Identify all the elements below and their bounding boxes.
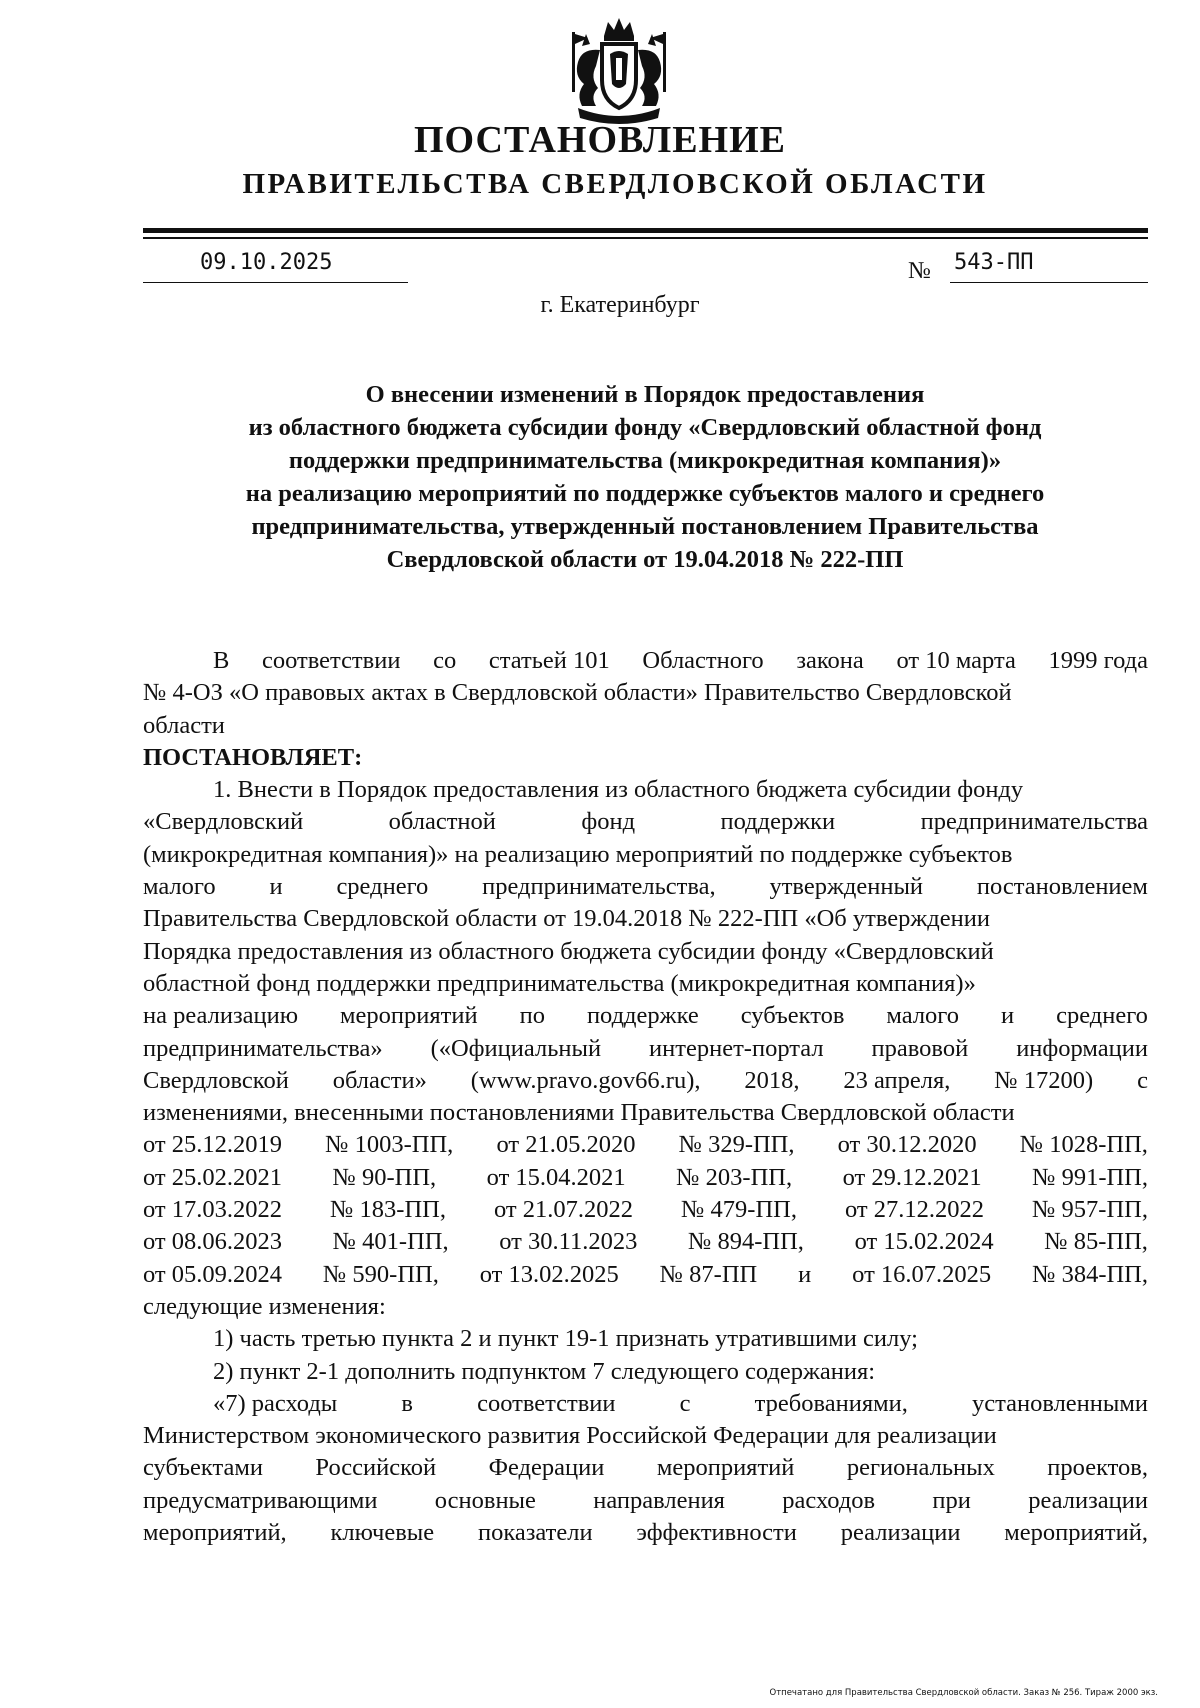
body-word-group: при: [932, 1486, 971, 1514]
body-word-group: фонд: [581, 808, 636, 836]
coat-of-arms-icon: [560, 14, 678, 126]
body-word-group: от 17.03.2022: [143, 1196, 283, 1224]
body-line: [143, 1065, 1148, 1097]
body-word-group: среднего: [1056, 1002, 1148, 1030]
body-word-group: от 05.09.2024: [143, 1260, 283, 1288]
body-word-group: 1999 года: [1048, 647, 1148, 674]
body-word-group: на реализацию: [143, 1002, 299, 1030]
body-word-group: направления: [593, 1486, 725, 1514]
header-rule-thick: [143, 228, 1148, 233]
body-word-group: 1) часть третью пункта 2 и пункт 19-1 признать утратившими силу;: [213, 1325, 918, 1353]
body-word-group: информации: [1016, 1034, 1148, 1062]
body-word-group: 2) пункт 2-1 дополнить подпунктом 7 следующего содержания:: [213, 1357, 876, 1385]
body-line: [143, 1388, 1148, 1420]
body-word-group: со: [433, 647, 457, 674]
body-word-group: и: [798, 1260, 812, 1288]
resolution-heading: [140, 378, 1150, 576]
heading-line: на реализацию мероприятий по поддержке субъектов малого и среднего: [245, 480, 1045, 507]
body-word-group: с: [1137, 1066, 1148, 1094]
body-word-group: № 329-ПП,: [678, 1131, 795, 1159]
body-line: [143, 1226, 1148, 1258]
body-word-group: мероприятий: [340, 1002, 478, 1030]
document-type-title: ПОСТАНОВЛЕНИЕ: [413, 119, 787, 161]
body-word-group: № 85-ПП,: [1044, 1228, 1148, 1256]
header-rule-thin: [143, 237, 1148, 239]
body-word-group: № 894-ПП,: [688, 1228, 804, 1256]
body-line: [143, 968, 1148, 1000]
body-word-group: Российской: [315, 1454, 437, 1482]
body-word-group: от 21.05.2020: [496, 1131, 636, 1159]
body-word-group: № 1028-ПП,: [1019, 1131, 1148, 1159]
body-line: [143, 1129, 1148, 1161]
document-number: 543-ПП: [954, 250, 1034, 275]
body-word-group: в: [401, 1389, 413, 1417]
body-word-group: № 590-ПП,: [322, 1260, 439, 1288]
body-word-group: субъектов: [740, 1002, 845, 1030]
body-word-group: мероприятий,: [1004, 1519, 1148, 1547]
body-word-group: от 27.12.2022: [845, 1196, 985, 1224]
body-line: [143, 903, 1148, 935]
body-word-group: показатели: [477, 1519, 593, 1547]
body-line: [143, 1097, 1148, 1129]
body-word-group: от 29.12.2021: [842, 1163, 982, 1191]
body-line: [143, 1194, 1148, 1226]
body-word-group: области: [143, 711, 225, 739]
body-word-group: № 479-ПП,: [681, 1196, 797, 1224]
body-word-group: интернет-портал: [649, 1034, 824, 1062]
body-word-group: следующие изменения:: [143, 1292, 386, 1320]
body-word-group: № 203-ПП,: [676, 1163, 793, 1191]
body-word-group: с: [679, 1389, 691, 1417]
body-word-group: № 1003-ПП,: [325, 1131, 454, 1159]
body-word-group: области»: [332, 1066, 427, 1094]
heading-line: О внесении изменений в Порядок предоставления: [365, 381, 925, 408]
document-date: 09.10.2025: [200, 250, 333, 275]
body-word-group: предусматривающими: [143, 1486, 378, 1514]
body-word-group: постановлением: [976, 873, 1148, 901]
body-word-group: Федерации: [488, 1454, 605, 1482]
body-word-group: Свердловской: [143, 1066, 289, 1094]
heading-line: предпринимательства, утвержденный постановлением Правительства: [251, 513, 1039, 540]
body-word-group: № 183-ПП,: [330, 1196, 446, 1224]
body-word-group: Областного: [642, 647, 764, 674]
body-word-group: мероприятий,: [143, 1519, 287, 1547]
body-line: [143, 710, 1148, 742]
body-word-group: и: [269, 873, 283, 901]
body-word-group: № 17200): [994, 1066, 1094, 1094]
body-word-group: соответствии: [262, 647, 401, 674]
body-word-group: малого: [886, 1002, 959, 1030]
body-word-group: основные: [434, 1486, 536, 1514]
body-line: [143, 839, 1148, 871]
body-line: [143, 1356, 1148, 1388]
body-line: [143, 1259, 1148, 1291]
body-line: [143, 1517, 1148, 1549]
body-word-group: от 25.02.2021: [143, 1163, 283, 1191]
body-word-group: № 4-ОЗ «О правовых актах в Свердловской области» Правительство Свердловской: [143, 679, 1012, 707]
body-word-group: расходов: [782, 1486, 876, 1514]
body-line: [143, 1323, 1148, 1355]
issuer-title: ПРАВИТЕЛЬСТВА СВЕРДЛОВСКОЙ ОБЛАСТИ: [242, 168, 988, 200]
body-word-group: № 90-ПП,: [332, 1163, 437, 1191]
body-word-group: статьей 101: [488, 647, 610, 674]
body-word-group: от 13.02.2025: [479, 1260, 619, 1288]
body-word-group: областной: [388, 808, 496, 836]
date-underline: [143, 282, 408, 283]
body-word-group: № 87-ПП: [659, 1260, 758, 1288]
body-word-group: Министерством экономического развития Российской Федерации для реализации: [143, 1422, 997, 1450]
body-word-group: по: [519, 1002, 545, 1030]
body-line: [143, 677, 1148, 709]
body-line: [143, 1162, 1148, 1194]
body-word-group: проектов,: [1047, 1454, 1148, 1482]
body-word-group: (www.pravo.gov66.ru),: [470, 1066, 701, 1094]
number-label: №: [908, 258, 931, 284]
resolution-body: [143, 645, 1148, 1549]
body-word-group: 1. Внести в Порядок предоставления из областного бюджета субсидии фонду: [213, 776, 1024, 804]
body-word-group: субъектами: [143, 1454, 263, 1482]
body-word-group: утвержденный: [769, 873, 924, 901]
body-line: [143, 1452, 1148, 1484]
body-line: [143, 871, 1148, 903]
body-word-group: «7) расходы: [213, 1389, 338, 1417]
body-word-group: от 10 марта: [896, 647, 1016, 674]
heading-line: Свердловской области от 19.04.2018 № 222-ПП: [386, 546, 904, 573]
body-word-group: соответствии: [477, 1389, 616, 1417]
body-word-group: предпринимательства: [920, 808, 1148, 836]
body-word-group: Правительства Свердловской области от 19.04.2018 № 222-ПП «Об утверждении: [143, 905, 990, 933]
body-word-group: областной фонд поддержки предпринимательства (микрокредитная компания)»: [143, 969, 976, 997]
body-word-group: установленными: [971, 1389, 1148, 1417]
body-word-group: от 15.04.2021: [486, 1163, 626, 1191]
body-word-group: предпринимательства»: [143, 1034, 383, 1062]
decree-keyword: [143, 742, 1148, 774]
body-word-group: поддержки: [720, 808, 836, 836]
body-word-group: Порядка предоставления из областного бюджета субсидии фонду «Свердловский: [143, 937, 994, 965]
body-word-group: от 25.12.2019: [143, 1131, 283, 1159]
body-word-group: малого: [143, 873, 216, 901]
body-word-group: В: [213, 647, 230, 674]
body-word-group: № 384-ПП,: [1032, 1260, 1148, 1288]
body-word-group: и: [1000, 1002, 1015, 1030]
body-word-group: эффективности: [636, 1519, 797, 1547]
body-word-group: от 08.06.2023: [143, 1228, 283, 1256]
body-line: [143, 1485, 1148, 1517]
body-line: [143, 1291, 1148, 1323]
body-word-group: мероприятий: [656, 1454, 795, 1482]
body-word-group: региональных: [846, 1454, 995, 1482]
body-word-group: закона: [796, 647, 864, 674]
body-word-group: «Свердловский: [143, 808, 304, 836]
body-word-group: («Официальный: [430, 1034, 602, 1062]
body-word-group: среднего: [336, 873, 429, 901]
print-footer: Отпечатано для Правительства Свердловской области. Заказ № 256. Тираж 2000 экз.: [769, 1688, 1158, 1698]
body-word-group: № 957-ПП,: [1032, 1196, 1148, 1224]
body-word-group: требованиями,: [754, 1389, 908, 1417]
body-line: [143, 645, 1148, 677]
city: г. Екатеринбург: [540, 292, 700, 318]
body-word-group: от 15.02.2024: [854, 1228, 994, 1256]
body-word-group: от 30.11.2023: [499, 1228, 638, 1256]
body-word-group: от 21.07.2022: [494, 1196, 634, 1224]
body-line: [143, 774, 1148, 806]
body-word-group: № 991-ПП,: [1032, 1163, 1148, 1191]
body-word-group: ПОСТАНОВЛЯЕТ:: [143, 743, 363, 771]
body-word-group: изменениями, внесенными постановлениями Правительства Свердловской области: [143, 1099, 1015, 1127]
body-word-group: (микрокредитная компания)» на реализацию мероприятий по поддержке субъектов: [143, 840, 1013, 868]
body-word-group: 2018,: [744, 1066, 800, 1094]
body-word-group: № 401-ПП,: [332, 1228, 449, 1256]
body-line: [143, 1000, 1148, 1032]
body-word-group: реализации: [840, 1519, 961, 1547]
body-word-group: предпринимательства,: [482, 873, 716, 901]
body-word-group: реализации: [1028, 1486, 1148, 1514]
body-line: [143, 936, 1148, 968]
body-word-group: от 16.07.2025: [852, 1260, 992, 1288]
body-line: [143, 806, 1148, 838]
body-word-group: от 30.12.2020: [837, 1131, 977, 1159]
body-word-group: поддержке: [586, 1002, 699, 1030]
body-line: [143, 1420, 1148, 1452]
body-line: [143, 1033, 1148, 1065]
heading-line: поддержки предпринимательства (микрокредитная компания)»: [288, 447, 1002, 474]
body-word-group: ключевые: [330, 1519, 435, 1547]
number-underline: [950, 282, 1148, 283]
heading-line: из областного бюджета субсидии фонду «Свердловский областной фонд: [248, 414, 1042, 441]
body-word-group: правовой: [871, 1034, 969, 1062]
body-word-group: 23 апреля,: [843, 1066, 951, 1094]
